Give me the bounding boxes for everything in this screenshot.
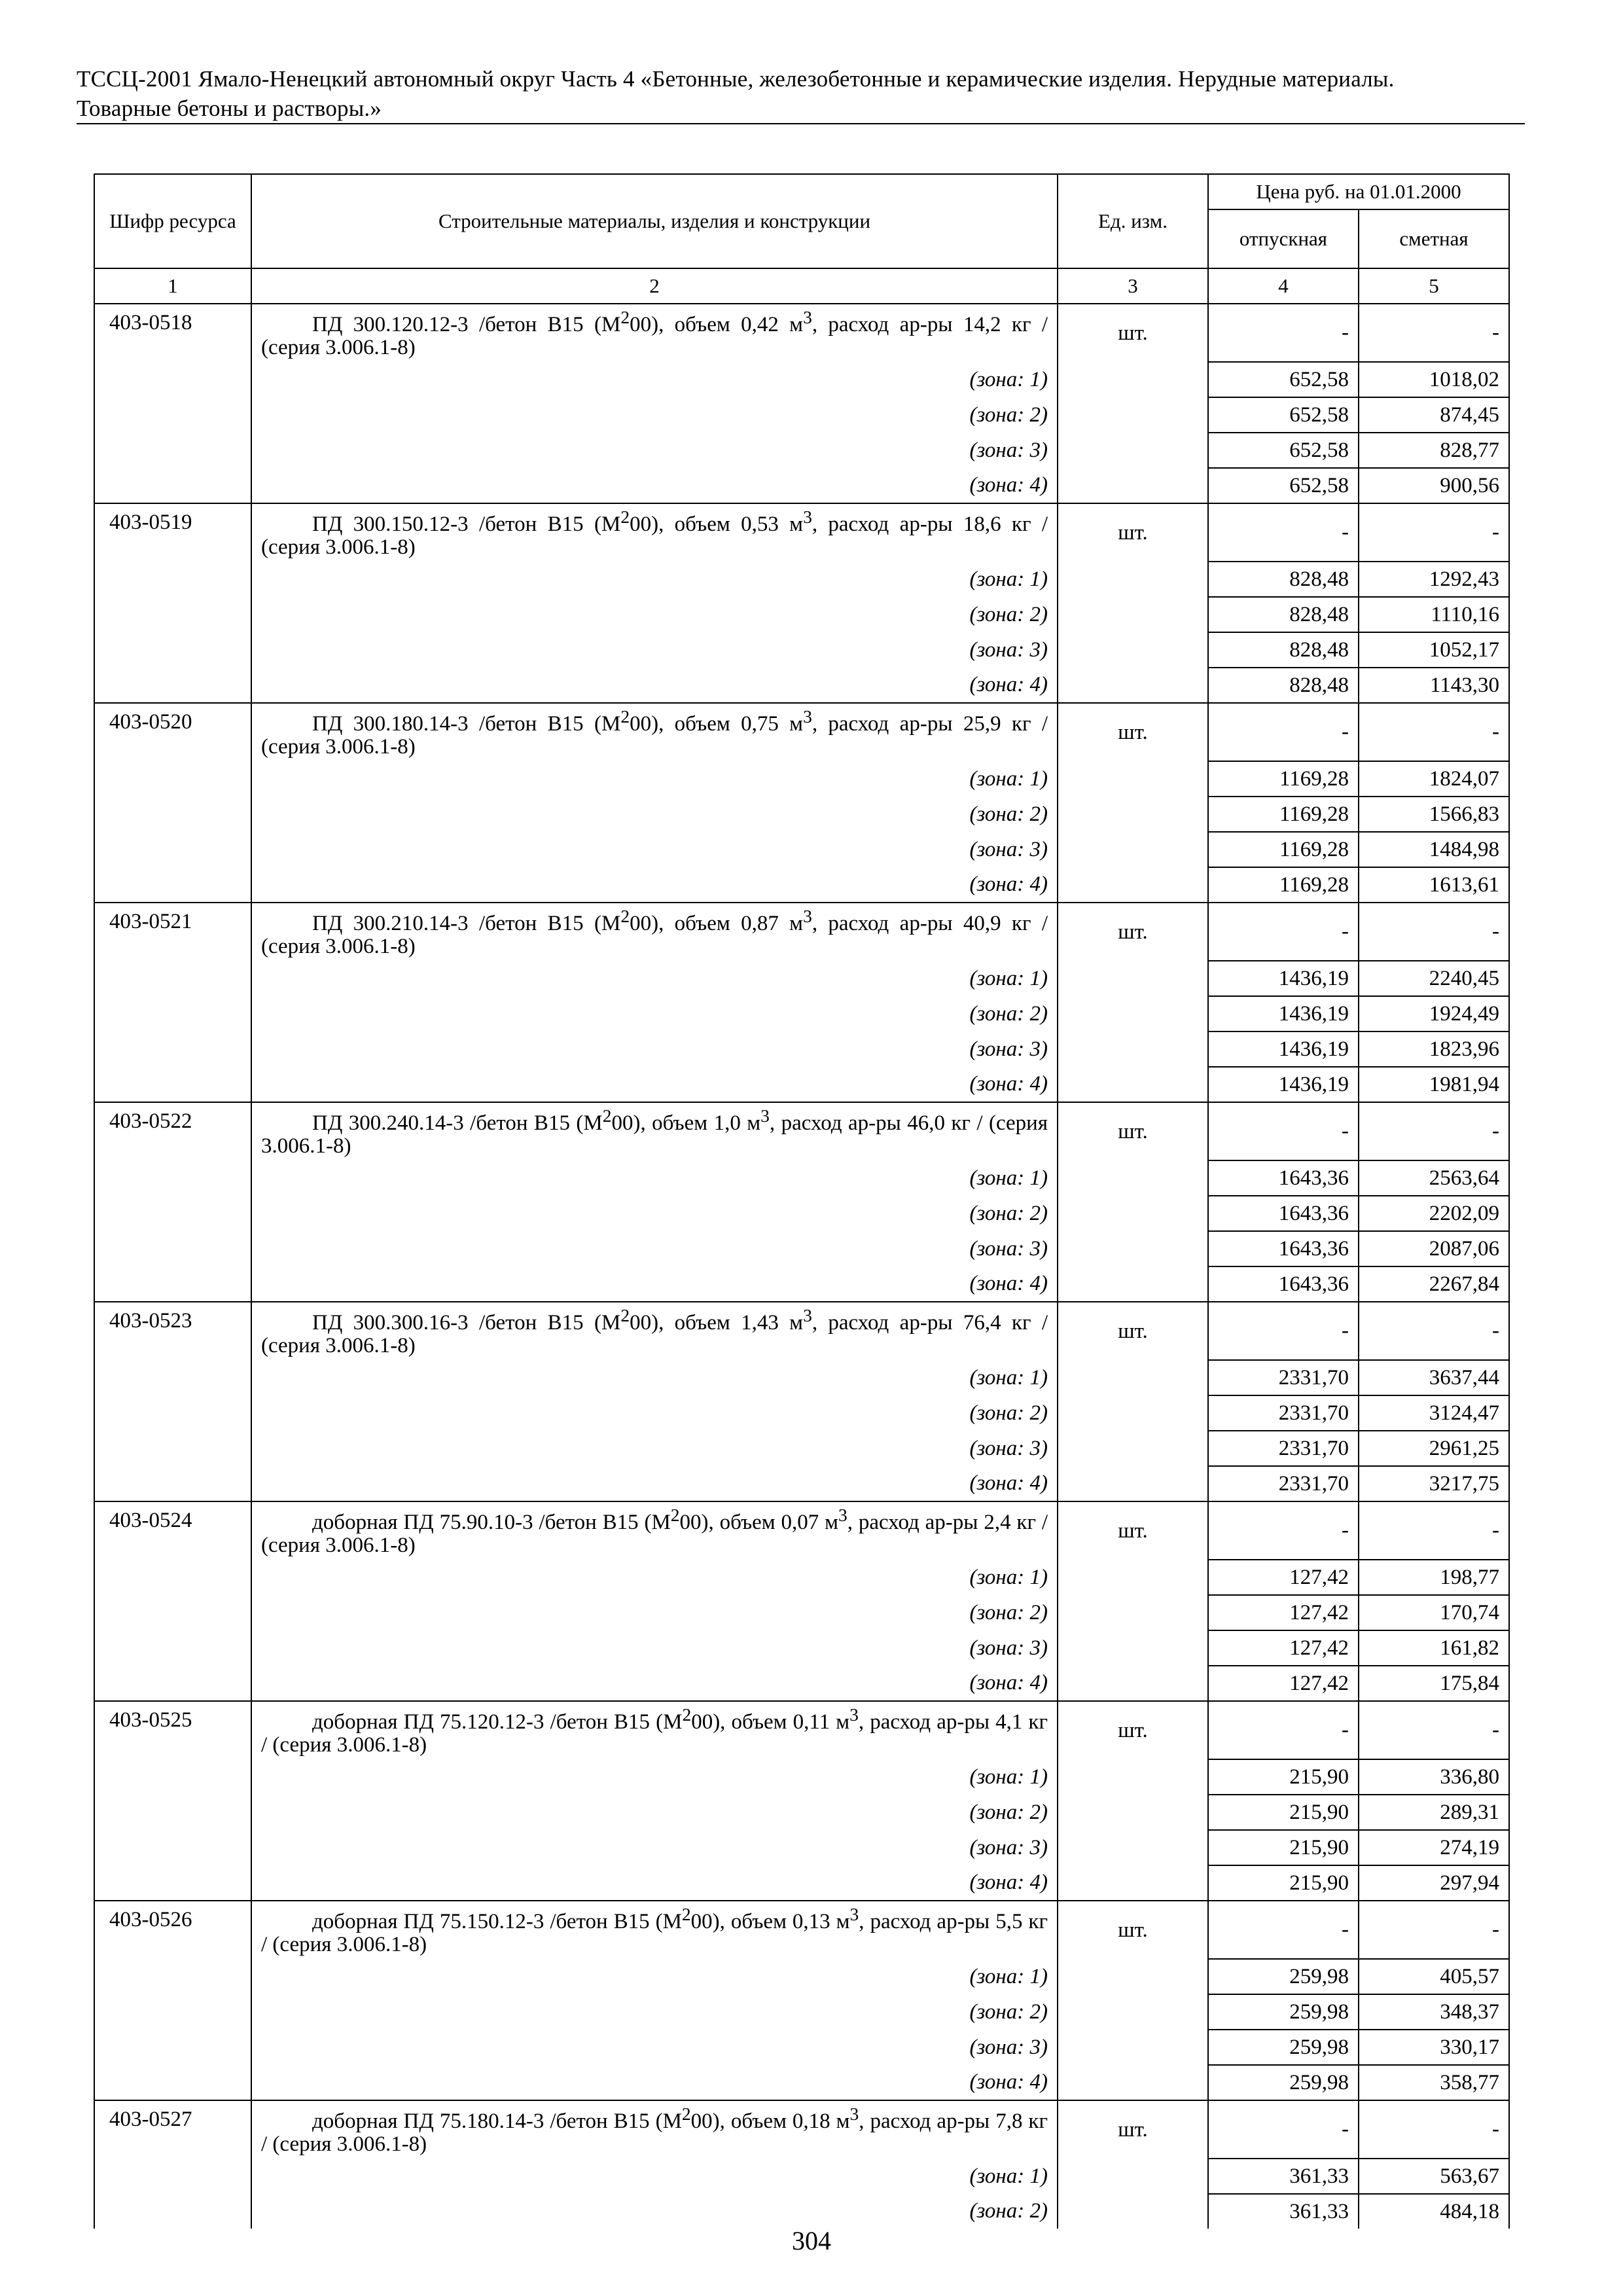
zone-row — [94, 1994, 1509, 2030]
estimate-price: 1981,94 — [1359, 1067, 1509, 1102]
zone-row — [94, 1595, 1509, 1630]
estimate-price: 484,18 — [1359, 2194, 1509, 2229]
zone-label: (зона: 4) — [251, 2065, 1058, 2100]
zone-label: (зона: 3) — [251, 1830, 1058, 1865]
estimate-price: 1823,96 — [1359, 1031, 1509, 1067]
zone-row — [94, 1759, 1509, 1795]
col-header-price-estimate: сметная — [1359, 209, 1509, 268]
zone-row — [94, 397, 1509, 433]
zone-row — [94, 1560, 1509, 1595]
estimate-price: 1143,30 — [1359, 668, 1509, 703]
unit-cell: шт. — [1058, 503, 1208, 562]
release-price: 828,48 — [1208, 597, 1359, 632]
zone-row — [94, 996, 1509, 1031]
release-price: 1436,19 — [1208, 961, 1359, 996]
resource-description: доборная ПД 75.120.12-3 /бетон B15 $(M^200)$, объем 0,11 $м^3$, расход ар-ры 4,1 кг / (серия 3.006.1-8) — [251, 1701, 1058, 1759]
zone-row — [94, 961, 1509, 996]
zone-label: (зона: 4) — [251, 1266, 1058, 1302]
zone-row — [94, 562, 1509, 597]
zone-label: (зона: 4) — [251, 867, 1058, 903]
estimate-price-dash: - — [1359, 903, 1509, 961]
zone-row — [94, 1395, 1509, 1431]
unit-cell: шт. — [1058, 1901, 1208, 1959]
zone-label: (зона: 3) — [251, 2030, 1058, 2065]
release-price: 1436,19 — [1208, 1067, 1359, 1102]
release-price: 215,90 — [1208, 1795, 1359, 1830]
zone-row — [94, 632, 1509, 668]
table-body — [94, 304, 1509, 2229]
release-price: 1643,36 — [1208, 1196, 1359, 1231]
estimate-price: 1566,83 — [1359, 797, 1509, 832]
release-price: 2331,70 — [1208, 1466, 1359, 1501]
release-price: 1643,36 — [1208, 1231, 1359, 1266]
zone-row — [94, 1266, 1509, 1302]
col-number-1: 1 — [94, 268, 251, 304]
table-row — [94, 903, 1509, 961]
zone-label: (зона: 2) — [251, 1994, 1058, 2030]
estimate-price-dash: - — [1359, 1901, 1509, 1959]
col-header-price-group: Цена руб. на 01.01.2000 — [1208, 174, 1509, 209]
estimate-price: 1292,43 — [1359, 562, 1509, 597]
release-price: 1169,28 — [1208, 761, 1359, 797]
release-price: 259,98 — [1208, 1994, 1359, 2030]
estimate-price: 900,56 — [1359, 468, 1509, 503]
zone-row — [94, 2030, 1509, 2065]
release-price: 828,48 — [1208, 668, 1359, 703]
unit-cell: шт. — [1058, 703, 1208, 761]
resource-description: ПД 300.180.14-3 /бетон B15 $(M^200)$, объем 0,75 $м^3$, расход ар-ры 25,9 кг / (серия 3.006.1-8) — [251, 703, 1058, 761]
zone-row — [94, 1067, 1509, 1102]
estimate-price: 198,77 — [1359, 1560, 1509, 1595]
release-price-dash: - — [1208, 903, 1359, 961]
release-price-dash: - — [1208, 2100, 1359, 2159]
release-price: 828,48 — [1208, 632, 1359, 668]
resource-code: 403-0522 — [94, 1102, 251, 1160]
release-price: 652,58 — [1208, 433, 1359, 468]
release-price: 1436,19 — [1208, 1031, 1359, 1067]
header-rule — [77, 123, 1525, 124]
zone-label: (зона: 1) — [251, 562, 1058, 597]
estimate-price: 874,45 — [1359, 397, 1509, 433]
resource-description: ПД 300.300.16-3 /бетон B15 $(M^200)$, объем 1,43 $м^3$, расход ар-ры 76,4 кг / (серия 3.006.1-8) — [251, 1302, 1058, 1360]
zone-label: (зона: 3) — [251, 832, 1058, 867]
zone-label: (зона: 2) — [251, 397, 1058, 433]
release-price-dash: - — [1208, 1302, 1359, 1360]
unit-cell: шт. — [1058, 1102, 1208, 1160]
table-row — [94, 1501, 1509, 1560]
zone-label: (зона: 2) — [251, 597, 1058, 632]
zone-label: (зона: 4) — [251, 668, 1058, 703]
release-price: 652,58 — [1208, 397, 1359, 433]
table-row — [94, 1302, 1509, 1360]
zone-label: (зона: 4) — [251, 1666, 1058, 1701]
release-price-dash: - — [1208, 1102, 1359, 1160]
estimate-price-dash: - — [1359, 1501, 1509, 1560]
document-header — [77, 64, 1525, 123]
resource-code: 403-0520 — [94, 703, 251, 761]
estimate-price-dash: - — [1359, 304, 1509, 362]
zone-label: (зона: 1) — [251, 1560, 1058, 1595]
estimate-price: 2240,45 — [1359, 961, 1509, 996]
zone-label: (зона: 4) — [251, 1466, 1058, 1501]
release-price-dash: - — [1208, 304, 1359, 362]
resource-code: 403-0523 — [94, 1302, 251, 1360]
release-price: 2331,70 — [1208, 1395, 1359, 1431]
estimate-price-dash: - — [1359, 503, 1509, 562]
zone-label: (зона: 1) — [251, 1360, 1058, 1395]
release-price: 127,42 — [1208, 1560, 1359, 1595]
zone-row — [94, 1431, 1509, 1466]
zone-label: (зона: 2) — [251, 996, 1058, 1031]
zone-row — [94, 1360, 1509, 1395]
zone-row — [94, 2194, 1509, 2229]
zone-label: (зона: 3) — [251, 1630, 1058, 1666]
zone-label: (зона: 2) — [251, 2194, 1058, 2229]
estimate-price-dash: - — [1359, 1102, 1509, 1160]
header-line-2: Товарные бетоны и растворы.» — [77, 96, 382, 121]
release-price: 361,33 — [1208, 2159, 1359, 2194]
estimate-price-dash: - — [1359, 1701, 1509, 1759]
release-price-dash: - — [1208, 703, 1359, 761]
zone-label: (зона: 1) — [251, 1759, 1058, 1795]
price-table — [94, 173, 1510, 2229]
zone-label: (зона: 2) — [251, 797, 1058, 832]
zone-label: (зона: 2) — [251, 1595, 1058, 1630]
resource-code: 403-0521 — [94, 903, 251, 961]
resource-description: ПД 300.240.14-3 /бетон B15 $(M^200)$, объем 1,0 $м^3$, расход ар-ры 46,0 кг / (серия 3.006.1-8) — [251, 1102, 1058, 1160]
zone-label: (зона: 1) — [251, 2159, 1058, 2194]
unit-cell: шт. — [1058, 1701, 1208, 1759]
header-line-1: ТССЦ-2001 Ямало-Ненецкий автономный округ Часть 4 «Бетонные, железобетонные и керамические изделия. Нерудные материалы. — [77, 66, 1395, 92]
estimate-price: 175,84 — [1359, 1666, 1509, 1701]
resource-code: 403-0519 — [94, 503, 251, 562]
zone-row — [94, 797, 1509, 832]
unit-cell: шт. — [1058, 1302, 1208, 1360]
release-price: 215,90 — [1208, 1830, 1359, 1865]
zone-label: (зона: 3) — [251, 1031, 1058, 1067]
zone-row — [94, 1959, 1509, 1994]
release-price: 2331,70 — [1208, 1360, 1359, 1395]
table-row — [94, 503, 1509, 562]
zone-row — [94, 1795, 1509, 1830]
zone-label: (зона: 3) — [251, 632, 1058, 668]
zone-label: (зона: 3) — [251, 1431, 1058, 1466]
zone-row — [94, 1830, 1509, 1865]
release-price: 652,58 — [1208, 362, 1359, 397]
col-number-5: 5 — [1359, 268, 1509, 304]
estimate-price: 563,67 — [1359, 2159, 1509, 2194]
resource-code: 403-0526 — [94, 1901, 251, 1959]
estimate-price: 336,80 — [1359, 1759, 1509, 1795]
release-price: 828,48 — [1208, 562, 1359, 597]
zone-row — [94, 1231, 1509, 1266]
page-number: 304 — [792, 2226, 831, 2255]
release-price: 1169,28 — [1208, 832, 1359, 867]
zone-row — [94, 867, 1509, 903]
release-price: 1643,36 — [1208, 1266, 1359, 1302]
estimate-price: 405,57 — [1359, 1959, 1509, 1994]
estimate-price-dash: - — [1359, 703, 1509, 761]
table-row — [94, 2100, 1509, 2159]
resource-code: 403-0524 — [94, 1501, 251, 1560]
estimate-price: 2267,84 — [1359, 1266, 1509, 1302]
estimate-price: 1924,49 — [1359, 996, 1509, 1031]
zone-row — [94, 832, 1509, 867]
estimate-price: 1613,61 — [1359, 867, 1509, 903]
zone-row — [94, 1630, 1509, 1666]
estimate-price: 3637,44 — [1359, 1360, 1509, 1395]
zone-label: (зона: 1) — [251, 961, 1058, 996]
resource-description: ПД 300.210.14-3 /бетон B15 $(M^200)$, объем 0,87 $м^3$, расход ар-ры 40,9 кг / (серия 3.006.1-8) — [251, 903, 1058, 961]
estimate-price: 2087,06 — [1359, 1231, 1509, 1266]
estimate-price: 330,17 — [1359, 2030, 1509, 2065]
estimate-price-dash: - — [1359, 1302, 1509, 1360]
release-price: 1169,28 — [1208, 797, 1359, 832]
estimate-price: 2563,64 — [1359, 1160, 1509, 1196]
unit-cell: шт. — [1058, 903, 1208, 961]
table-row — [94, 703, 1509, 761]
col-header-code: Шифр ресурса — [94, 174, 251, 268]
zone-label: (зона: 4) — [251, 1067, 1058, 1102]
zone-row — [94, 1160, 1509, 1196]
release-price: 215,90 — [1208, 1759, 1359, 1795]
estimate-price: 1824,07 — [1359, 761, 1509, 797]
unit-cell: шт. — [1058, 304, 1208, 362]
release-price: 1169,28 — [1208, 867, 1359, 903]
table-row — [94, 1102, 1509, 1160]
release-price-dash: - — [1208, 1701, 1359, 1759]
col-number-4: 4 — [1208, 268, 1359, 304]
release-price: 259,98 — [1208, 2065, 1359, 2100]
zone-label: (зона: 2) — [251, 1395, 1058, 1431]
zone-row — [94, 468, 1509, 503]
zone-row — [94, 2065, 1509, 2100]
zone-row — [94, 668, 1509, 703]
zone-row — [94, 1196, 1509, 1231]
zone-label: (зона: 3) — [251, 1231, 1058, 1266]
release-price: 361,33 — [1208, 2194, 1359, 2229]
estimate-price: 348,37 — [1359, 1994, 1509, 2030]
release-price-dash: - — [1208, 1501, 1359, 1560]
release-price-dash: - — [1208, 503, 1359, 562]
zone-label: (зона: 1) — [251, 1160, 1058, 1196]
release-price: 127,42 — [1208, 1666, 1359, 1701]
release-price: 1643,36 — [1208, 1160, 1359, 1196]
estimate-price-dash: - — [1359, 2100, 1509, 2159]
col-number-2: 2 — [251, 268, 1058, 304]
resource-code: 403-0518 — [94, 304, 251, 362]
zone-label: (зона: 2) — [251, 1795, 1058, 1830]
estimate-price: 1052,17 — [1359, 632, 1509, 668]
release-price: 1436,19 — [1208, 996, 1359, 1031]
estimate-price: 289,31 — [1359, 1795, 1509, 1830]
estimate-price: 2961,25 — [1359, 1431, 1509, 1466]
zone-row — [94, 597, 1509, 632]
release-price: 259,98 — [1208, 1959, 1359, 1994]
col-header-name: Строительные материалы, изделия и конструкции — [251, 174, 1058, 268]
table-row — [94, 1701, 1509, 1759]
table-row — [94, 1901, 1509, 1959]
zone-row — [94, 1466, 1509, 1501]
release-price: 215,90 — [1208, 1865, 1359, 1901]
unit-cell: шт. — [1058, 2100, 1208, 2159]
resource-description: ПД 300.150.12-3 /бетон B15 $(M^200)$, объем 0,53 $м^3$, расход ар-ры 18,6 кг / (серия 3.006.1-8) — [251, 503, 1058, 562]
release-price: 2331,70 — [1208, 1431, 1359, 1466]
zone-label: (зона: 4) — [251, 468, 1058, 503]
resource-description: доборная ПД 75.90.10-3 /бетон B15 $(M^200)$, объем 0,07 $м^3$, расход ар-ры 2,4 кг / (серия 3.006.1-8) — [251, 1501, 1058, 1560]
unit-cell: шт. — [1058, 1501, 1208, 1560]
zone-row — [94, 2159, 1509, 2194]
zone-row — [94, 433, 1509, 468]
estimate-price: 358,77 — [1359, 2065, 1509, 2100]
resource-description: доборная ПД 75.150.12-3 /бетон B15 $(M^200)$, объем 0,13 $м^3$, расход ар-ры 5,5 кг / (серия 3.006.1-8) — [251, 1901, 1058, 1959]
resource-code: 403-0525 — [94, 1701, 251, 1759]
estimate-price: 170,74 — [1359, 1595, 1509, 1630]
estimate-price: 1484,98 — [1359, 832, 1509, 867]
zone-label: (зона: 1) — [251, 761, 1058, 797]
estimate-price: 828,77 — [1359, 433, 1509, 468]
zone-row — [94, 761, 1509, 797]
estimate-price: 1110,16 — [1359, 597, 1509, 632]
resource-description: доборная ПД 75.180.14-3 /бетон B15 $(M^200)$, объем 0,18 $м^3$, расход ар-ры 7,8 кг / (серия 3.006.1-8) — [251, 2100, 1058, 2159]
zone-row — [94, 1031, 1509, 1067]
release-price: 127,42 — [1208, 1630, 1359, 1666]
release-price: 127,42 — [1208, 1595, 1359, 1630]
zone-row — [94, 1666, 1509, 1701]
col-header-unit: Ед. изм. — [1058, 174, 1208, 268]
resource-description: ПД 300.120.12-3 /бетон B15 $(M^200)$, объем 0,42 $м^3$, расход ар-ры 14,2 кг / (серия 3.006.1-8) — [251, 304, 1058, 362]
release-price-dash: - — [1208, 1901, 1359, 1959]
estimate-price: 161,82 — [1359, 1630, 1509, 1666]
release-price: 259,98 — [1208, 2030, 1359, 2065]
zone-label: (зона: 3) — [251, 433, 1058, 468]
zone-label: (зона: 1) — [251, 362, 1058, 397]
estimate-price: 297,94 — [1359, 1865, 1509, 1901]
zone-row — [94, 362, 1509, 397]
estimate-price: 2202,09 — [1359, 1196, 1509, 1231]
resource-code: 403-0527 — [94, 2100, 251, 2159]
estimate-price: 1018,02 — [1359, 362, 1509, 397]
release-price: 652,58 — [1208, 468, 1359, 503]
estimate-price: 274,19 — [1359, 1830, 1509, 1865]
estimate-price: 3217,75 — [1359, 1466, 1509, 1501]
table-row — [94, 304, 1509, 362]
estimate-price: 3124,47 — [1359, 1395, 1509, 1431]
zone-label: (зона: 4) — [251, 1865, 1058, 1901]
col-header-price-release: отпускная — [1208, 209, 1359, 268]
col-number-3: 3 — [1058, 268, 1208, 304]
zone-label: (зона: 1) — [251, 1959, 1058, 1994]
zone-row — [94, 1865, 1509, 1901]
zone-label: (зона: 2) — [251, 1196, 1058, 1231]
